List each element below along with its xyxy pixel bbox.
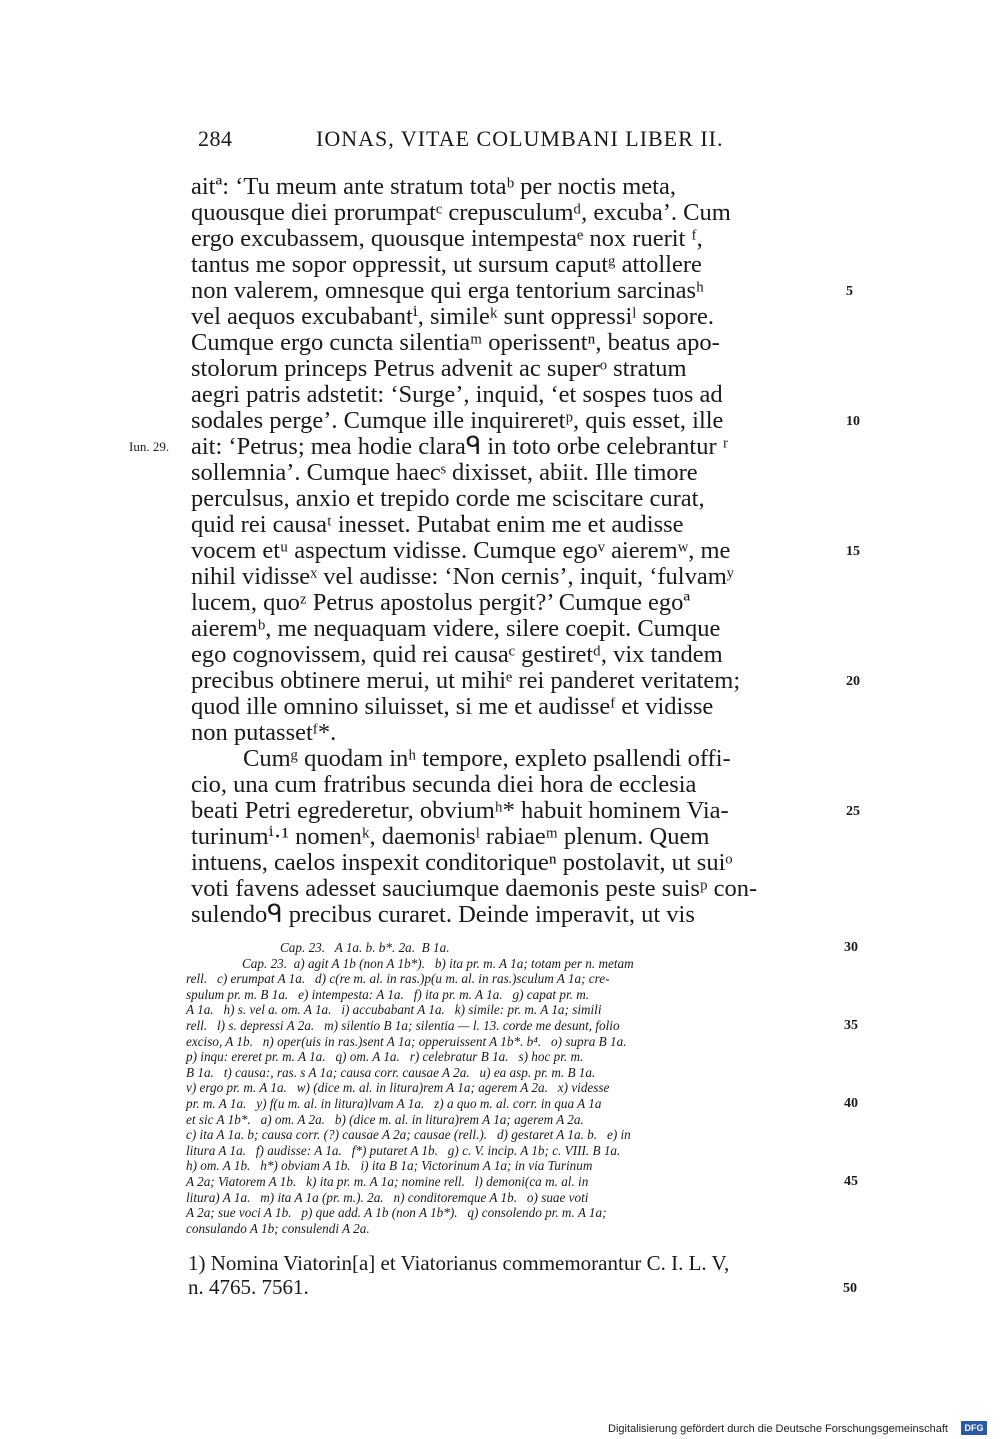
text-line	[191, 174, 839, 200]
text-line	[186, 1065, 836, 1081]
line-text: A 1a. h) s. vel a. om. A 1a. i) accubabant A 1a. k) simile: pr. m. A 1a; simili	[186, 1002, 602, 1018]
text-line	[186, 940, 858, 956]
text-line	[186, 1190, 836, 1206]
line-text: B 1a. t) causa:, ras. s A 1a; causa corr. causae A 2a. u) ea asp. pr. m. B 1a.	[186, 1064, 596, 1080]
line-text: stolorum princeps Petrus advenit ac superᵒ stratum	[191, 355, 687, 382]
text-line	[186, 971, 836, 987]
text-line	[191, 694, 839, 720]
text-line	[186, 1127, 836, 1143]
text-line	[191, 824, 839, 850]
line-number: 5	[846, 284, 853, 299]
text-line	[186, 1095, 858, 1112]
text-line	[191, 667, 860, 694]
line-text: cio, una cum fratribus secunda diei hora de ecclesia	[191, 771, 697, 798]
line-text: non putassetᶠ*.	[191, 719, 337, 746]
text-line	[129, 433, 839, 460]
dfg-logo-icon: DFG	[961, 1421, 987, 1435]
line-text: litura A 1a. f) audisse: A 1a. f*) putaret A 1b. g) c. V. incip. A 1b; c. VIII. B 1a.	[186, 1142, 621, 1158]
page-header	[0, 126, 1000, 156]
line-number: 25	[846, 804, 860, 819]
text-line	[186, 1080, 836, 1096]
text-line	[191, 902, 839, 928]
text-line	[191, 460, 839, 486]
line-text: lucem, quoᶻ Petrus apostolus pergit?’ Cumque egoª	[191, 589, 691, 616]
line-text: aegri patris adstetit: ‘Surge’, inquid, ‘et sospes tuos ad	[191, 381, 723, 408]
text-line	[191, 330, 839, 356]
line-text: beati Petri egrederetur, obviumʰ* habuit hominem Via-	[191, 797, 729, 824]
line-number: 10	[846, 414, 860, 429]
text-line	[191, 772, 839, 798]
line-number: 30	[844, 940, 858, 955]
line-text: v) ergo pr. m. A 1a. w) (dice m. al. in litura)rem A 1a; agerem A 2a. x) videsse	[186, 1080, 610, 1096]
line-number: 40	[844, 1095, 858, 1111]
line-text: litura) A 1a. m) ita A 1a (pr. m.). 2a. n) conditoremque A 1b. o) suae voti	[186, 1189, 589, 1205]
line-text: nihil vidisseˣ vel audisse: ‘Non cernis’, inquit, ‘fulvamʸ	[191, 563, 735, 590]
text-line	[186, 1002, 836, 1018]
line-text: perculsus, anxio et trepido corde me sciscitare curat,	[191, 485, 705, 512]
text-line	[186, 1173, 858, 1190]
line-text: h) om. A 1b. h*) obviam A 1b. i) ita B 1a; Victorinum A 1a; in via Turinum	[186, 1158, 593, 1174]
text-line	[191, 277, 853, 304]
line-text: ait: ‘Petrus; mea hodie claraᑫ in toto orbe celebrantur ʳ	[191, 433, 729, 460]
running-title: IONAS, VITAE COLUMBANI LIBER II.	[316, 126, 724, 151]
line-text: quid rei causaᵗ inesset. Putabat enim me et audisse	[191, 511, 684, 538]
text-line	[186, 1143, 836, 1159]
line-text: sodales perge’. Cumque ille inquireretᵖ, quis esset, ille	[191, 407, 724, 434]
text-line	[191, 720, 839, 746]
line-text: Cap. 23. a) agit A 1b (non A 1b*). b) ita pr. m. A 1a; totam per n. metam	[242, 955, 634, 971]
line-text: voti favens adesset sauciumque daemonis peste suisᵖ con-	[191, 875, 758, 902]
text-line	[191, 746, 839, 772]
line-text: et sic A 1b*. a) om. A 2a. b) (dice m. al. in litura)rem A 1a; agerem A 2a.	[186, 1111, 584, 1127]
line-text: consulando A 1b; consulendi A 2a.	[186, 1220, 370, 1236]
margin-date-note: Iun. 29.	[129, 439, 170, 454]
line-text: exciso, A 1b. n) oper(uis in ras.)sent A 1a; opperuissent A 1b*. b⁴. o) supra B 1a.	[186, 1033, 627, 1049]
text-line	[188, 1251, 836, 1275]
text-line	[186, 987, 836, 1003]
text-line	[191, 407, 860, 434]
main-text	[129, 173, 860, 928]
line-text: vel aequos excubabantⁱ, simileᵏ sunt oppressiˡ sopore.	[191, 303, 714, 330]
line-text: precibus obtinere merui, ut mihiᵉ rei panderet veritatem;	[191, 667, 741, 694]
line-text: quod ille omnino siluisset, si me et audisseᶠ et vidisse	[191, 693, 714, 720]
text-line	[186, 956, 836, 972]
line-text: ergo excubassem, quousque intempestaᵉ nox ruerit ᶠ,	[191, 225, 703, 252]
digitization-credit: Digitalisierung gefördert durch die Deutsche Forschungsgemeinschaft	[608, 1423, 948, 1435]
line-text: Cap. 23. A 1a. b. b*. 2a. B 1a.	[280, 940, 450, 955]
line-text: rell. l) s. depressi A 2a. m) silentio B 1a; silentia — l. 13. corde me desunt, folio	[186, 1017, 620, 1033]
line-number: 20	[846, 674, 860, 689]
line-number: 45	[844, 1173, 858, 1189]
text-line	[191, 252, 839, 278]
line-number: 50	[843, 1281, 857, 1296]
line-text: spulum pr. m. B 1a. e) intempesta: A 1a. f) ita pr. m. A 1a. g) capat pr. m.	[186, 986, 590, 1002]
text-line	[191, 512, 839, 538]
text-line	[191, 226, 839, 252]
text-line	[186, 1158, 836, 1174]
line-text: Cumᵍ quodam inʰ tempore, expleto psallendi offi-	[243, 745, 731, 772]
text-line	[191, 590, 839, 616]
line-text: sulendoᑫ precibus curaret. Deinde imperavit, ut vis	[191, 901, 695, 928]
line-text: vocem etᵘ aspectum vidisse. Cumque egoᵛ aieremʷ, me	[191, 537, 731, 564]
line-text: aitª: ‘Tu meum ante stratum totaᵇ per noctis meta,	[191, 173, 676, 200]
text-line	[191, 537, 860, 564]
text-line	[191, 304, 839, 330]
text-line	[186, 1221, 836, 1237]
text-line	[191, 486, 839, 512]
text-line	[191, 382, 839, 408]
line-text: 1) Nomina Viatorin[a] et Viatorianus commemorantur C. I. L. V,	[188, 1251, 730, 1275]
text-line	[188, 1275, 857, 1299]
text-line	[191, 616, 839, 642]
line-text: Cumque ergo cuncta silentiaᵐ operissentⁿ, beatus apo-	[191, 329, 720, 356]
line-text: aieremᵇ, me nequaquam videre, silere coepit. Cumque	[191, 615, 721, 642]
line-text: A 2a; sue voci A 1b. p) que add. A 1b (non A 1b*). q) consolendo pr. m. A 1a;	[186, 1205, 607, 1221]
line-text: non valerem, omnesque qui erga tentorium sarcinasʰ	[191, 277, 704, 304]
line-text: n. 4765. 7561.	[188, 1275, 309, 1299]
line-text: c) ita A 1a. b; causa corr. (?) causae A 2a; causae (rell.). d) gestaret A 1a. b. e) in	[186, 1127, 631, 1143]
line-text: intuens, caelos inspexit conditoriqueⁿ postolavit, ut suiᵒ	[191, 849, 733, 876]
line-text: A 2a; Viatorem A 1b. k) ita pr. m. A 1a; nomine rell. l) demoni(ca m. al. in	[186, 1173, 589, 1189]
text-line	[191, 850, 839, 876]
footnote	[188, 1251, 857, 1299]
text-line	[186, 1017, 858, 1034]
line-text: quousque diei prorumpatᶜ crepusculumᵈ, excuba’. Cum	[191, 199, 731, 226]
page-number: 284	[198, 126, 233, 151]
text-line	[191, 200, 839, 226]
line-text: p) inqu: ereret pr. m. A 1a. q) om. A 1a. r) celebratur B 1a. s) hoc pr. m.	[186, 1049, 584, 1065]
text-line	[191, 876, 839, 902]
line-text: sollemnia’. Cumque haecˢ dixisset, abiit. Ille timore	[191, 459, 698, 486]
text-line	[186, 1205, 836, 1221]
text-line	[191, 642, 839, 668]
text-line	[186, 1034, 836, 1050]
text-line	[191, 797, 860, 824]
line-text: rell. c) erumpat A 1a. d) c(re m. al. in ras.)p(u m. al. in ras.)sculum A 1a; cre-	[186, 971, 610, 987]
line-text: tantus me sopor oppressit, ut sursum caputᵍ attollere	[191, 251, 702, 278]
text-line	[186, 1112, 836, 1128]
line-text: ego cognovissem, quid rei causaᶜ gestiretᵈ, vix tandem	[191, 641, 723, 668]
line-number: 35	[844, 1017, 858, 1033]
text-line	[186, 1049, 836, 1065]
line-number: 15	[846, 544, 860, 559]
line-text: pr. m. A 1a. y) f(u m. al. in litura)lvam A 1a. z) a quo m. al. corr. in qua A 1a	[186, 1095, 602, 1111]
line-text: turinumⁱ·¹ nomenᵏ, daemonisˡ rabiaeᵐ plenum. Quem	[191, 823, 710, 850]
text-line	[191, 356, 839, 382]
text-line	[191, 564, 839, 590]
critical-apparatus	[186, 940, 858, 1236]
